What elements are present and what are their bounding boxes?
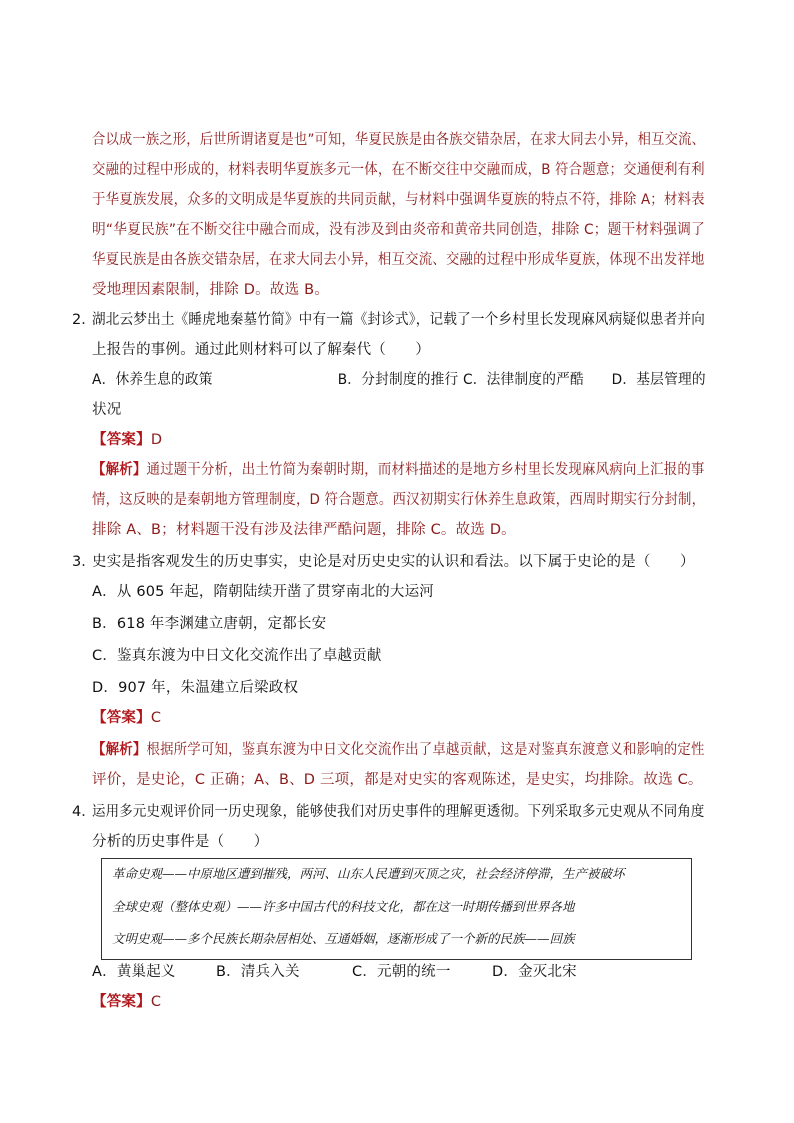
q2-options-line-1: A．休养生息的政策 B．分封制度的推行 C．法律制度的严酷 D．基层管理的 (92, 372, 706, 388)
q4-option-b: B．清兵入关 (216, 964, 300, 980)
q3-analysis-text-1: 根据所学可知，鉴真东渡为中日文化交流作出了卓越贡献，这是对鉴真东渡意义和影响的定性 (146, 742, 705, 758)
q2-answer-value: D (150, 432, 163, 448)
prev-analysis-line-2: 交融的过程中形成的，材料表明华夏族多元一体，在不断交往中交融而成，B 符合题意；交通便利有利 (92, 162, 705, 178)
q3-analysis-line-1 (92, 740, 705, 760)
prev-analysis-line-3: 于华夏族发展，众多的文明成是华夏族的共同贡献，与材料中强调华夏族的特点不符，排除 A；材料表 (92, 192, 705, 208)
q2-analysis-line-1 (92, 460, 705, 480)
q2-stem-line-2: 上报告的事例。通过此则材料可以了解秦代（ ） (92, 342, 431, 358)
q4-option-c: C．元朝的统一 (352, 964, 451, 980)
prev-analysis-line-1: 合以成一族之形，后世所谓诸夏是也”可知，华夏民族是由各族交错杂居，在求大同去小异，相互交流、 (92, 132, 706, 148)
q3-option-b: B．618 年李渊建立唐朝，定都长安 (92, 616, 327, 632)
q4-answer (92, 992, 161, 1012)
prev-analysis-line-6: 受地理因素限制，排除 D。故选 B。 (92, 282, 329, 298)
q4-box-line-3: 文明史观——多个民族长期杂居相处、互通婚姻，逐渐形成了一个新的民族——回族 (112, 931, 575, 946)
q3-option-a: A．从 605 年起，隋朝陆续开凿了贯穿南北的大运河 (92, 584, 435, 600)
q4-option-a: A．黄巢起义 (92, 964, 176, 980)
q2-answer (92, 430, 162, 450)
q2-analysis-label: 【解析】 (92, 462, 147, 478)
q2-answer-label: 【答案】 (92, 432, 151, 448)
q3-number: 3． (72, 554, 96, 570)
prev-analysis-line-4: 明“华夏民族”在不断交往中融合而成，没有涉及到由炎帝和黄帝共同创造，排除 C；题干材料强调了 (92, 222, 705, 238)
q2-stem-line-1: 湖北云梦出土《睡虎地秦墓竹简》中有一篇《封诊式》，记载了一个乡村里长发现麻风病疑似患者并向 (92, 312, 706, 328)
q4-stem-line-1: 运用多元史观评价同一历史现象，能够使我们对历史事件的理解更透彻。下列采取多元史观从不同角度 (92, 804, 705, 820)
q2-number: 2． (72, 312, 96, 328)
q3-option-c: C．鉴真东渡为中日文化交流作出了卓越贡献 (92, 648, 382, 664)
q2-analysis-text-1: 通过题干分析，出土竹简为秦朝时期，而材料描述的是地方乡村里长发现麻风病向上汇报的事 (146, 462, 705, 478)
q3-stem: 史实是指客观发生的历史事实，史论是对历史史实的认识和看法。以下属于史论的是（ ） (92, 554, 695, 570)
q2-analysis-line-3: 排除 A、B；材料题干没有涉及法律严酷问题，排除 C。故选 D。 (92, 522, 516, 538)
prev-analysis-line-5: 华夏民族是由各族交错杂居，在求大同去小异，相互交流、交融的过程中形成华夏族，体现不出发祥地 (92, 252, 705, 268)
q4-answer-value: C (150, 994, 162, 1010)
q4-box-line-1: 革命史观——中原地区遭到摧残，两河、山东人民遭到灭顶之灾，社会经济停滞，生产被破坏 (112, 866, 625, 881)
q2-options-line-2: 状况 (92, 402, 122, 418)
q4-box-line-2: 全球史观（整体史观）——许多中国古代的科技文化，都在这一时期传播到世界各地 (112, 899, 575, 914)
q3-answer-label: 【答案】 (92, 710, 151, 726)
q4-material-box (101, 858, 692, 960)
q4-option-d: D．金灭北宋 (492, 964, 577, 980)
q4-answer-label: 【答案】 (92, 994, 151, 1010)
q2-analysis-line-2: 情，这反映的是秦朝地方管理制度，D 符合题意。西汉初期实行休养生息政策，西周时期实行分封制， (92, 492, 706, 508)
q4-stem-line-2: 分析的历史事件是（ ） (92, 834, 269, 850)
q3-analysis-line-2: 评价，是史论，C 正确；A、B、D 三项，都是对史实的客观陈述，是史实，均排除。故选 C。 (92, 772, 703, 788)
q4-number: 4． (72, 804, 96, 820)
q3-analysis-label: 【解析】 (92, 742, 147, 758)
q3-option-d: D．907 年，朱温建立后梁政权 (92, 680, 299, 696)
q3-answer-value: C (150, 710, 162, 726)
q3-answer (92, 708, 161, 728)
